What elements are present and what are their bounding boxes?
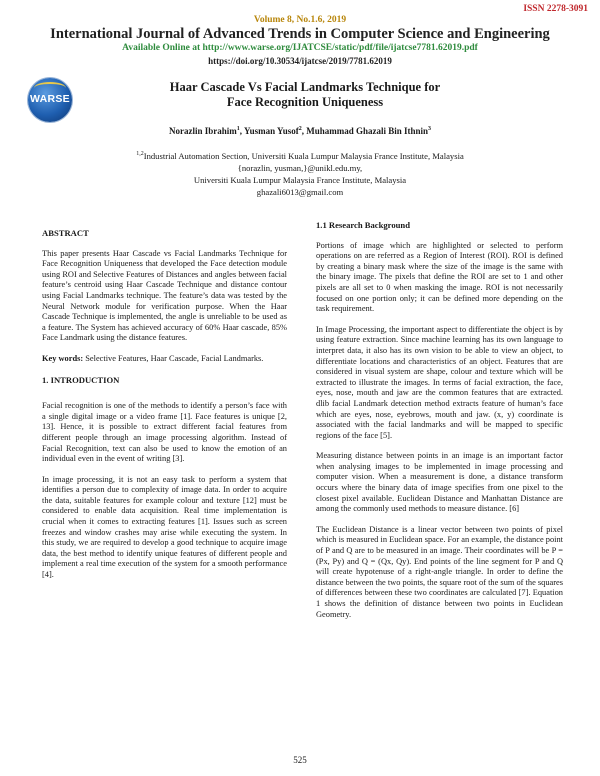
author-list: Norazlin Ibrahim$^1$, Yusman Yusof$^2$, Muhammad Ghazali Bin Ithnin$^3$ [169,126,431,136]
research-background-paragraph-3: Measuring distance between points in an image is an important factor when analysing images to be implemented in image processing and computer vision. When a measurement is done, a distance transform occurs where the binary data of image specifies from one pixel to the closest pixel available. Euclidean Distance and Manhattan Distance are among the commonly used methods to measure distance. [6] [316,451,563,514]
introduction-heading: 1. INTRODUCTION [42,374,120,385]
warse-logo [28,78,72,122]
author-name: Yusman Yusof [243,126,299,136]
author-sup: 2 [298,126,302,132]
author-sup: 3 [428,126,431,132]
available-online-link[interactable]: Available Online at http://www.warse.org/IJATCSE/static/pdf/file/ijatcse7781.62019.pdf [122,43,478,53]
affiliation-email2: ghazali6013@gmail.com [256,187,344,197]
author-name: Muhammad Ghazali Bin Ithnin [306,126,428,136]
research-background-heading: 1.1 Research Background [316,220,410,230]
affiliation-block [0,150,600,198]
keywords-paragraph [42,354,287,365]
affiliation-line1: Industrial Automation Section, Universiti Kuala Lumpur Malaysia France Institute, Malaysia [143,151,464,161]
author-name: Norazlin Ibrahim [169,126,237,136]
abstract-text: This paper presents Haar Cascade vs Facial Landmarks Technique for Face Recognition Uniqueness that developed the Face detection module using ROI and Selective Features of Distances and angles between facial feature’s centroid using Haar Cascade Technique and distance contour using Facial Landmarks technique. The feature’s data was tested by the Neural Network module for verification purpose. When the Haar Cascade Technique is implemented, the angle is unreliable to be used as a feature. The System has achieved accuracy of 60% Haar cascade, 85% Face Landmark using the distance features. [42,248,287,343]
affiliation-email1: {norazlin, yusman,}@unikl.edu.my, [237,163,363,173]
research-background-paragraph-4: The Euclidean Distance is a linear vector between two points of pixel which is measured in Euclidean space. For an example, the distance point of P and Q are to be measured in an image. Their coordinates will be P = (Px, Py) and Q = (Qx, Qy). End points of the line segment for P and Q will create hypotenuse of a right-angle triangle. In order to define the distance between the two points, the square root of the sum of the squares of differences between these two coordinates are calculated [7]. Equation 1 shows the definition of distance between two points in Euclidean Geometry. [316,524,563,619]
keywords-text: Selective Features, Haar Cascade, Facial Landmarks. [83,353,264,363]
affiliation-line3: Universiti Kuala Lumpur Malaysia France Institute, Malaysia [193,175,407,185]
issn-label: ISSN 2278-3091 [523,4,588,14]
journal-title: International Journal of Advanced Trends in Computer Science and Engineering [50,26,550,42]
paper-title [90,80,520,110]
paper-title-line1: Haar Cascade Vs Facial Landmarks Technique for [169,80,441,94]
doi-link[interactable]: https://doi.org/10.30534/ijatcse/2019/7781.62019 [208,56,392,66]
left-column [42,228,287,591]
logo-text: WARSE [29,93,70,105]
keywords-label: Key words: [42,353,84,363]
research-background-paragraph-2: In Image Processing, the important aspect to differentiate the object is by using feature extraction. Since machine learning has its own language to interpret data, it also has its own vision to be able to view an object, to differentiate locations and characteristics of an object. Features that are considered in visual system are shape, colour and texture which will be extracted to illustrate the images. In terms of facial extraction, the face, eyes, nose, mouth and jaw are the common features that are extracted. dlib facial Landmark detection method extracts feature of human’s face which are eyes, nose, eyebrows, mouth and jaw. (x, y) coordinate is associated with the facial landmarks and will be mapped to specific regions of the face [5]. [316,324,563,440]
volume-label: Volume 8, No.1.6, 2019 [253,15,347,25]
introduction-paragraph-1: Facial recognition is one of the methods to identify a person’s face with a single digital image or a video frame [1]. Face features is unique [2, 13]. Hence, it is possible to extract different facial features from different people through an image processing algorithm. Instead of Facial Recognition, text can also be used to know the emotion of an individual even in the event of writing [3]. [42,401,287,464]
right-column [316,220,563,630]
abstract-heading: ABSTRACT [42,228,89,238]
author-sup: 1 [236,126,240,132]
research-background-paragraph-1: Portions of image which are highlighted or selected to perform operations on are referred as a Region of Interest (ROI). ROI is defined by creating a binary mask where the size of the image is the same with the binary image. The pixels that define the ROI are set to 1 and other pixels are all set to 0 when masking the image. ROI is not necessarily focused on one portion only; it can be defined more depending on the task requirement. [316,240,563,314]
affiliation-sup: 1,2 [136,151,144,158]
paper-title-line2: Face Recognition Uniqueness [226,95,384,109]
page-number: 525 [293,755,307,765]
introduction-paragraph-2: In image processing, it is not an easy task to perform a system that identifies a person due to complexity of image data. In order to acquire the data, suitable features for example colour and texture [12] must be considered to enable data acquisition. Real time implementation is crucial when it comes to extracting features [1]. Issues such as screen freezes and window crashes may arise while executing the system. In this study, we are required to develop a good technique to acquire image data, the best method to identify unique features of different people and implement a real time execution of the system for a smooth performance [4]. [42,474,287,580]
